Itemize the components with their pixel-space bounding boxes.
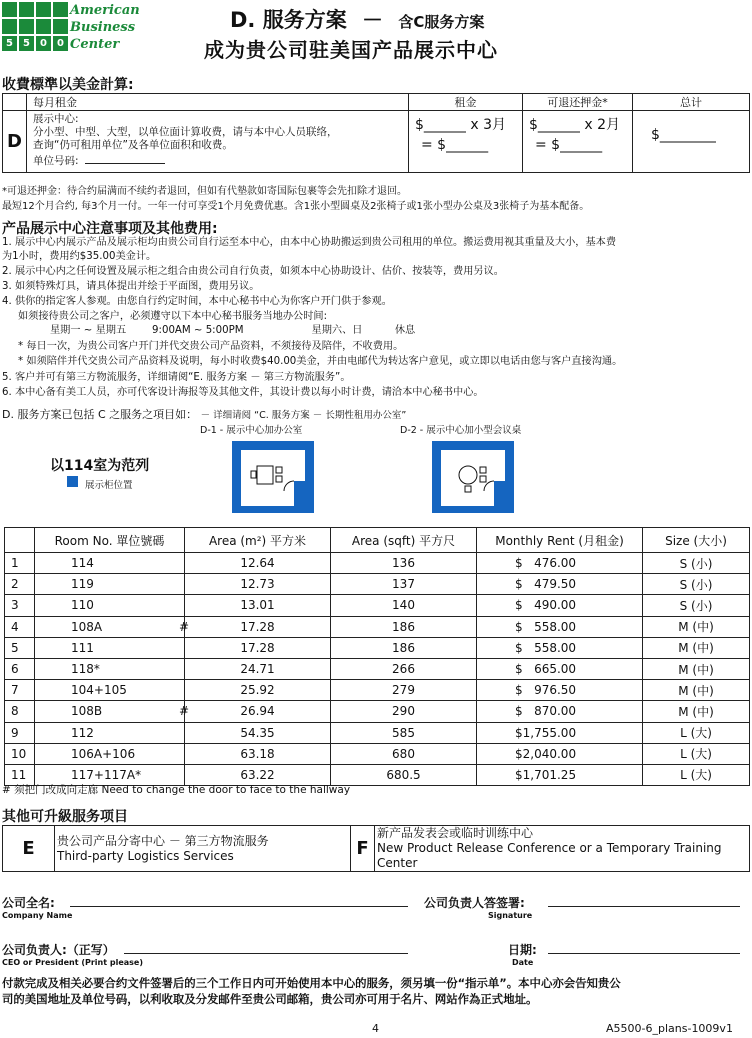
logo-digit: 5 — [19, 36, 34, 51]
cell-sqft — [331, 764, 477, 785]
notice-line: 4. 供你的指定客人参观。由您自行约定时间，本中心秘书中心为你客户开门供于参观。 — [2, 296, 392, 307]
fees-desc: 展示中心: — [33, 113, 79, 125]
cell-m2-text: 63.22 — [240, 767, 275, 782]
cell-sqft — [331, 701, 477, 722]
cell-rent-text: $ 476.00 — [515, 556, 577, 571]
cell-room — [35, 701, 190, 722]
cell-m2-text: 13.01 — [240, 598, 275, 613]
cell-m2 — [185, 553, 331, 574]
fees-heading: 收費標準以美金計算: — [2, 77, 134, 93]
cell-room — [35, 743, 185, 764]
rent-total[interactable]: = $______ — [421, 137, 489, 153]
logo-line: Center — [70, 37, 120, 52]
cell-size — [643, 743, 750, 764]
includes-text: D. 服务方案已包括 C 之服务之項目如： — [2, 408, 198, 421]
cell-sqft — [331, 574, 477, 595]
cell-rent-text: $ 665.00 — [515, 662, 577, 677]
logo-digit: 0 — [53, 36, 68, 51]
cell-n — [5, 743, 35, 764]
logo-line: Business — [70, 20, 136, 35]
cell-size — [643, 701, 750, 722]
fees-row-label: D — [3, 111, 27, 173]
door-mark: # — [179, 619, 190, 634]
cell-n-text: 2 — [11, 577, 19, 592]
service-f-label: F — [351, 826, 375, 872]
cell-size-text: L (大) — [680, 726, 712, 741]
cell-m2 — [185, 743, 331, 764]
d1-caption: D-1 - 展示中心加办公室 — [200, 425, 303, 436]
cell-size-text: M (中) — [678, 641, 714, 656]
notice-line: 如须接待贵公司之客户，必须遵守以下本中心秘书服务当地办公时间: — [18, 311, 328, 322]
logo-text — [70, 2, 140, 53]
deposit-note: *可退还押金：待合约届满而不续约者退回，但如有代墊款如寄国际包裹等会先扣除才退回。 — [2, 186, 407, 197]
cell-n-text: 11 — [11, 767, 27, 782]
page-subtitle: 成为贵公司驻美国产品展示中心 — [204, 38, 498, 62]
cell-m2 — [185, 701, 331, 722]
unit-field[interactable] — [85, 163, 165, 164]
page-number: 4 — [372, 1022, 379, 1035]
cell-m2 — [185, 680, 331, 701]
notice-line: 6. 本中心备有美工人员，亦可代客设计海报等及其他文件，其设计费以每小时计费，请洽本中心秘书中心。 — [2, 387, 484, 398]
notice-line: * 如须陪伴并代交贵公司产品资料及说明，每小时收费$40.00美金，并由电邮代为转达客户意见，或立即以电话由您与客户直接沟通。 — [18, 356, 623, 367]
rooms-header: Room No. 單位號碼 — [35, 528, 185, 553]
cell-size-text: M (中) — [678, 620, 714, 635]
cell-rent — [477, 764, 643, 785]
cell-rent-text: $ 558.00 — [515, 619, 577, 634]
cell-rent-text: $ 558.00 — [515, 640, 577, 655]
cell-rent-text: $1,701.25 — [515, 767, 577, 782]
company-name-label: 公司全名: — [2, 896, 55, 910]
logo-line: American — [70, 3, 140, 18]
cell-m2 — [185, 764, 331, 785]
footer-para: 司的美国地址及单位号码，以利收取及分发邮件至贵公司邮箱，贵公司亦可用于名片、网站作為正式地址。 — [2, 992, 538, 1006]
deposit-total[interactable]: = $______ — [535, 137, 603, 153]
notice-line: 星期一 ~ 星期五 9:00AM ~ 5:00PM 星期六、日 休息 — [50, 325, 416, 336]
cell-rent-text: $ 870.00 — [515, 704, 577, 719]
footer-para: 付款完成及相关必要合约文件签署后的三个工作日内可开始使用本中心的服务，须另填一份“指示单”。本中心亦会告知贵公 — [2, 976, 621, 990]
cell-room-text: 119 — [71, 577, 94, 592]
cell-room-text: 106A+106 — [71, 746, 136, 761]
cell-room-text: 118* — [71, 662, 100, 677]
cell-room-text: 104+105 — [71, 683, 127, 698]
cell-n-text: 9 — [11, 725, 19, 740]
cell-rent — [477, 574, 643, 595]
table-row — [5, 722, 750, 743]
deposit-calc[interactable]: $______ x 2月 — [529, 117, 620, 133]
cell-rent — [477, 680, 643, 701]
fees-header: 租金 — [409, 94, 523, 111]
cell-m2 — [185, 595, 331, 616]
cell-rent — [477, 658, 643, 679]
cell-sqft-text: 290 — [392, 704, 415, 719]
notice-line: 2. 展示中心内之任何设置及展示柜之组合由贵公司自行负责，如须本中心协助设计、估价、按装等，费用另议。 — [2, 266, 504, 277]
ceo-sub: CEO or President (Print please) — [2, 958, 143, 967]
fees-header: 每月租金 — [27, 94, 409, 111]
cell-m2-text: 24.71 — [240, 662, 275, 677]
cell-m2 — [185, 616, 331, 637]
rooms-footnote: # 须把门改成向走廊 Need to change the door to face to the hallway — [2, 784, 351, 796]
cell-sqft — [331, 743, 477, 764]
cell-n-text: 10 — [11, 746, 27, 761]
rooms-header: Size (大小) — [643, 528, 750, 553]
cell-room — [35, 722, 185, 743]
cell-n — [5, 574, 35, 595]
cell-sqft-text: 186 — [392, 640, 415, 655]
upgrade-heading: 其他可升級服务项目 — [2, 809, 128, 825]
table-row — [5, 616, 750, 637]
cell-room — [35, 658, 185, 679]
cell-rent — [477, 616, 643, 637]
fees-desc: 查询“仍可租用单位”及各单位面积和收费。 — [33, 139, 233, 151]
cell-room-text: 117+117A* — [71, 767, 142, 782]
cell-room — [35, 595, 185, 616]
title-suffix: 含C服务方案 — [398, 13, 485, 31]
rooms-header: Monthly Rent (月租金) — [477, 528, 643, 553]
cell-rent-text: $ 976.50 — [515, 683, 577, 698]
service-f-cn: 新产品发表会或临时训练中心 — [377, 826, 534, 840]
includes-detail: － 详细请阅 “C. 服务方案 － 长期性租用办公室” — [200, 410, 407, 421]
floorplan-d1 — [232, 441, 314, 513]
cell-rent — [477, 637, 643, 658]
cell-m2-text: 25.92 — [240, 683, 275, 698]
cell-n-text: 6 — [11, 662, 19, 677]
logo-digit: 0 — [36, 36, 51, 51]
rent-calc[interactable]: $______ x 3月 — [415, 117, 506, 133]
cell-room — [35, 553, 185, 574]
cell-sqft-text: 136 — [392, 556, 415, 571]
cell-room-text: 112 — [71, 725, 94, 740]
cell-room — [35, 616, 190, 637]
cell-rent — [477, 722, 643, 743]
cell-size — [643, 764, 750, 785]
cell-n-text: 4 — [11, 619, 19, 634]
cell-m2-text: 17.28 — [240, 640, 275, 655]
cell-size — [643, 680, 750, 701]
cell-n — [5, 764, 35, 785]
cell-size-text: L (大) — [680, 747, 712, 762]
cell-sqft — [331, 658, 477, 679]
legend-label: 展示柜位置 — [85, 480, 133, 491]
cell-sqft-text: 279 — [392, 683, 415, 698]
cell-n-text: 5 — [11, 640, 19, 655]
table-row — [5, 637, 750, 658]
rooms-header: Area (m²) 平方米 — [185, 528, 331, 553]
cell-n — [5, 616, 35, 637]
title-dash: － — [362, 8, 384, 32]
cell-rent — [477, 553, 643, 574]
page-title — [230, 4, 484, 34]
cell-size-text: M (中) — [678, 704, 714, 719]
cell-sqft-text: 137 — [392, 577, 415, 592]
service-e-cn: 贵公司产品分寄中心 － 第三方物流服务 — [57, 833, 269, 848]
cell-room-text: 108B — [71, 704, 103, 719]
cell-m2 — [185, 722, 331, 743]
table-row — [5, 574, 750, 595]
cell-size-text: M (中) — [678, 662, 714, 677]
fees-table — [2, 93, 750, 173]
cell-n — [5, 722, 35, 743]
cell-rent-text: $ 479.50 — [515, 577, 577, 592]
table-row — [5, 680, 750, 701]
cell-m2-text: 54.35 — [240, 725, 275, 740]
notice-line: * 每日一次，为贵公司客户开门并代交贵公司产品资料，不须接待及陪伴，不收费用。 — [18, 341, 404, 352]
cell-size — [643, 637, 750, 658]
grand-total[interactable]: $________ — [633, 111, 750, 173]
cell-size — [643, 595, 750, 616]
notice-line: 3. 如须特殊灯具，请具体提出并绘于平面图，费用另议。 — [2, 281, 260, 292]
cell-n-text: 3 — [11, 598, 19, 613]
cell-rent — [477, 701, 643, 722]
table-row — [5, 764, 750, 785]
cell-room — [35, 574, 185, 595]
date-label: 日期: — [508, 943, 537, 957]
notice-line: 1. 展示中心内展示产品及展示柜均由贵公司自行运至本中心，由本中心协助搬运到贵公司租用的单位。搬运费用视其重量及大小，基本费 — [2, 237, 617, 248]
date-field[interactable] — [548, 953, 740, 954]
fees-header: 可退还押金* — [523, 94, 633, 111]
service-e-label: E — [3, 826, 55, 872]
cell-size-text: M (中) — [678, 683, 714, 698]
cell-sqft — [331, 595, 477, 616]
includes-line — [2, 408, 406, 422]
company-name-sub: Company Name — [2, 911, 73, 920]
cell-n-text: 1 — [11, 556, 19, 571]
notice-line: 5. 客户并可有第三方物流服务，详细请阅“E. 服务方案 － 第三方物流服务”。 — [2, 372, 351, 383]
table-row — [5, 701, 750, 722]
title-prefix: D. 服务方案 — [230, 8, 347, 32]
cell-size — [643, 722, 750, 743]
doc-code: A5500-6_plans-1009v1 — [606, 1022, 733, 1035]
cell-size-text: S (小) — [679, 577, 713, 592]
company-name-field[interactable] — [70, 906, 408, 907]
cell-n — [5, 553, 35, 574]
logo-digit: 5 — [2, 36, 17, 51]
service-f-en: New Product Release Conference or a Temporary Training Center — [377, 841, 722, 870]
rooms-header — [5, 528, 35, 553]
table-row — [5, 743, 750, 764]
cell-size-text: S (小) — [679, 556, 713, 571]
cell-rent — [477, 743, 643, 764]
cell-sqft — [331, 722, 477, 743]
cell-room-text: 114 — [71, 556, 94, 571]
fees-desc: 分小型、中型、大型，以单位面计算收费，请与本中心人员联络， — [33, 126, 338, 138]
cell-size — [643, 553, 750, 574]
cell-m2-text: 63.18 — [240, 746, 275, 761]
cell-rent-text: $ 490.00 — [515, 598, 577, 613]
logo-mark — [2, 2, 68, 51]
cell-room — [35, 637, 185, 658]
cell-room-text: 111 — [71, 640, 94, 655]
cell-n — [5, 637, 35, 658]
cell-size — [643, 574, 750, 595]
unit-label: 单位号码: — [33, 155, 79, 167]
cell-m2-text: 12.73 — [240, 577, 275, 592]
cell-sqft-text: 585 — [392, 725, 415, 740]
cell-m2-text: 12.64 — [240, 556, 275, 571]
cell-n — [5, 701, 35, 722]
service-e-en: Third-party Logistics Services — [57, 848, 234, 863]
cell-sqft — [331, 553, 477, 574]
cell-sqft-text: 266 — [392, 662, 415, 677]
cell-sqft-text: 680 — [392, 746, 415, 761]
notice-line: 为1小时，费用约$35.00美金计。 — [2, 251, 157, 262]
floorplan-d2 — [432, 441, 514, 513]
example-label: 以114室为范列 — [50, 458, 150, 474]
cell-n — [5, 680, 35, 701]
cell-n-text: 8 — [11, 704, 19, 719]
signature-field[interactable] — [548, 906, 740, 907]
rooms-header: Area (sqft) 平方尺 — [331, 528, 477, 553]
notice-heading: 产品展示中心注意事项及其他费用: — [2, 221, 218, 237]
date-sub: Date — [512, 958, 534, 967]
cell-rent-text: $2,040.00 — [515, 746, 577, 761]
cell-size — [643, 616, 750, 637]
d2-caption: D-2 - 展示中心加小型会议桌 — [400, 425, 522, 436]
table-row — [5, 595, 750, 616]
cell-n — [5, 658, 35, 679]
ceo-field[interactable] — [124, 953, 408, 954]
cell-m2 — [185, 658, 331, 679]
rooms-table — [4, 527, 750, 786]
cell-sqft-text: 186 — [392, 619, 415, 634]
cell-sqft-text: 140 — [392, 598, 415, 613]
cell-sqft-text: 680.5 — [386, 767, 421, 782]
cell-n-text: 7 — [11, 683, 19, 698]
cell-rent-text: $1,755.00 — [515, 725, 577, 740]
cell-m2 — [185, 637, 331, 658]
cell-room-text: 110 — [71, 598, 94, 613]
cell-size-text: S (小) — [679, 598, 713, 613]
cell-room — [35, 764, 185, 785]
cell-size-text: L (大) — [680, 768, 712, 783]
cell-m2-text: 17.28 — [240, 619, 275, 634]
fees-header: 总计 — [633, 94, 750, 111]
signature-sub: Signature — [488, 911, 533, 920]
cell-room — [35, 680, 185, 701]
signature-label: 公司负责人答签署: — [424, 896, 525, 910]
cell-rent — [477, 595, 643, 616]
cell-m2 — [185, 574, 331, 595]
door-mark: # — [179, 704, 190, 719]
cell-size — [643, 658, 750, 679]
cell-room-text: 108A — [71, 619, 103, 634]
cell-n — [5, 595, 35, 616]
cell-sqft — [331, 637, 477, 658]
cell-sqft — [331, 680, 477, 701]
legend-swatch — [67, 476, 78, 487]
contract-note: 最短12个月合约, 每3个月一付。一年一付可享受1个月免费优惠。含1张小型圆桌及2张椅子或1张小型办公桌及3张椅子为基本配备。 — [2, 201, 590, 212]
ceo-label: 公司负责人:（正写） — [2, 943, 115, 957]
upgrade-table — [2, 825, 750, 872]
table-row — [5, 553, 750, 574]
table-row — [5, 658, 750, 679]
cell-sqft — [331, 616, 477, 637]
cell-m2-text: 26.94 — [240, 704, 275, 719]
